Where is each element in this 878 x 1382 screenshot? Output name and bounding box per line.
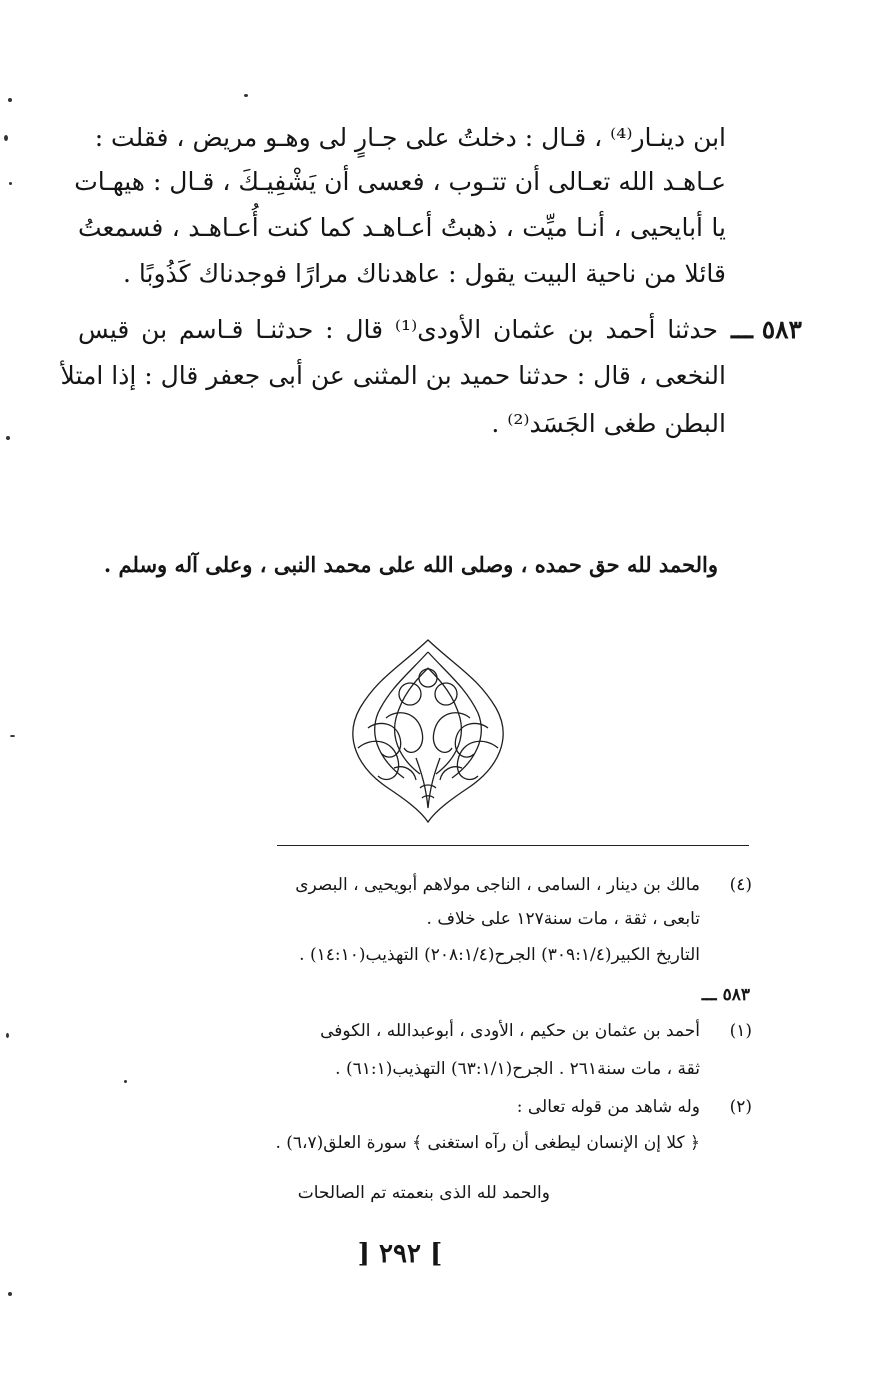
footnote-separator bbox=[277, 845, 749, 846]
scan-speck bbox=[8, 1292, 12, 1296]
scan-speck bbox=[10, 735, 15, 737]
scan-speck bbox=[6, 1033, 9, 1038]
page-number-value: ٢٩٢ bbox=[379, 1239, 421, 1269]
footnote-2-line-2: ﴿ كلا إن الإنسان ليطغى أن رآه استغنى ﴾ سورة العلق(٦،٧) . bbox=[275, 1133, 700, 1153]
footnote-1-line-1: أحمد بن عثمان بن حكيم ، الأودى ، أبوعبدالله ، الكوفى bbox=[320, 1021, 700, 1041]
footnote-4-line-2: تابعى ، ثقة ، مات سنة١٢٧ على خلاف . bbox=[426, 909, 700, 929]
footnote-4-line-1: مالك بن دينار ، السامى ، الناجى مولاهم أبويحيى ، البصرى bbox=[295, 875, 700, 895]
hadith-line-3: البطن طغى الجَسَد⁽²⁾ . bbox=[491, 409, 726, 438]
hadith-line-1: حدثنا أحمد بن عثمان الأودى⁽¹⁾ قال : حدثنـا قـاسم بن قيس bbox=[78, 315, 718, 344]
footnote-4-line-3: التاريخ الكبير(٣٠٩:١/٤) الجرح(٢٠٨:١/٤) التهذيب(١٤:١٠) . bbox=[299, 945, 700, 965]
hadith-line-2: النخعى ، قال : حدثنا حميد بن المثنى عن أبى جعفر قال : إذا امتلأ bbox=[60, 361, 726, 390]
hadith-number: ٥٨٣ ـــ bbox=[731, 315, 802, 344]
body-line-3: يا أبايحيى ، أنـا ميِّت ، ذهبتُ أعـاهـد كما كنت أُعـاهـد ، فسمعتُ bbox=[78, 213, 726, 242]
footnote-1-line-2: ثقة ، مات سنة٢٦١ . الجرح(٦٣:١/١) التهذيب(٦١:١) . bbox=[335, 1059, 700, 1079]
scan-speck bbox=[124, 1080, 127, 1083]
page-number bbox=[340, 1234, 460, 1274]
closing-line: والحمد لله الذى بنعمته تم الصالحات bbox=[297, 1183, 550, 1203]
decorative-ornament bbox=[338, 638, 518, 824]
scan-speck bbox=[4, 135, 8, 141]
body-line-1: ابن دينـار⁽⁴⁾ ، قـال : دخلتُ على جـارٍ لى وهـو مريض ، فقلت : bbox=[94, 123, 726, 152]
bracket-left: [ bbox=[357, 1239, 370, 1269]
scan-speck bbox=[8, 98, 12, 102]
footnote-2-line-1: وله شاهد من قوله تعالى : bbox=[516, 1097, 700, 1117]
footnote-marker-1: (١) bbox=[729, 1021, 752, 1041]
footnote-marker-2: (٢) bbox=[729, 1097, 752, 1117]
body-line-4: قائلا من ناحية البيت يقول : عاهدناك مرارًا فوجدناك كَذُوبًا . bbox=[122, 259, 726, 288]
doxology: والحمد لله حق حمده ، وصلى الله على محمد النبى ، وعلى آله وسلم . bbox=[103, 552, 718, 577]
bracket-right: ] bbox=[430, 1239, 443, 1269]
footnote-marker-4: (٤) bbox=[729, 875, 752, 895]
scan-speck bbox=[244, 94, 248, 97]
body-line-2: عـاهـد الله تعـالى أن تتـوب ، فعسى أن يَشْفِيـكَ ، قـال : هيهـات bbox=[74, 167, 726, 196]
scan-speck bbox=[6, 436, 10, 440]
scan-speck bbox=[9, 182, 12, 185]
footnote-section-label: ٥٨٣ ـــ bbox=[701, 985, 750, 1005]
